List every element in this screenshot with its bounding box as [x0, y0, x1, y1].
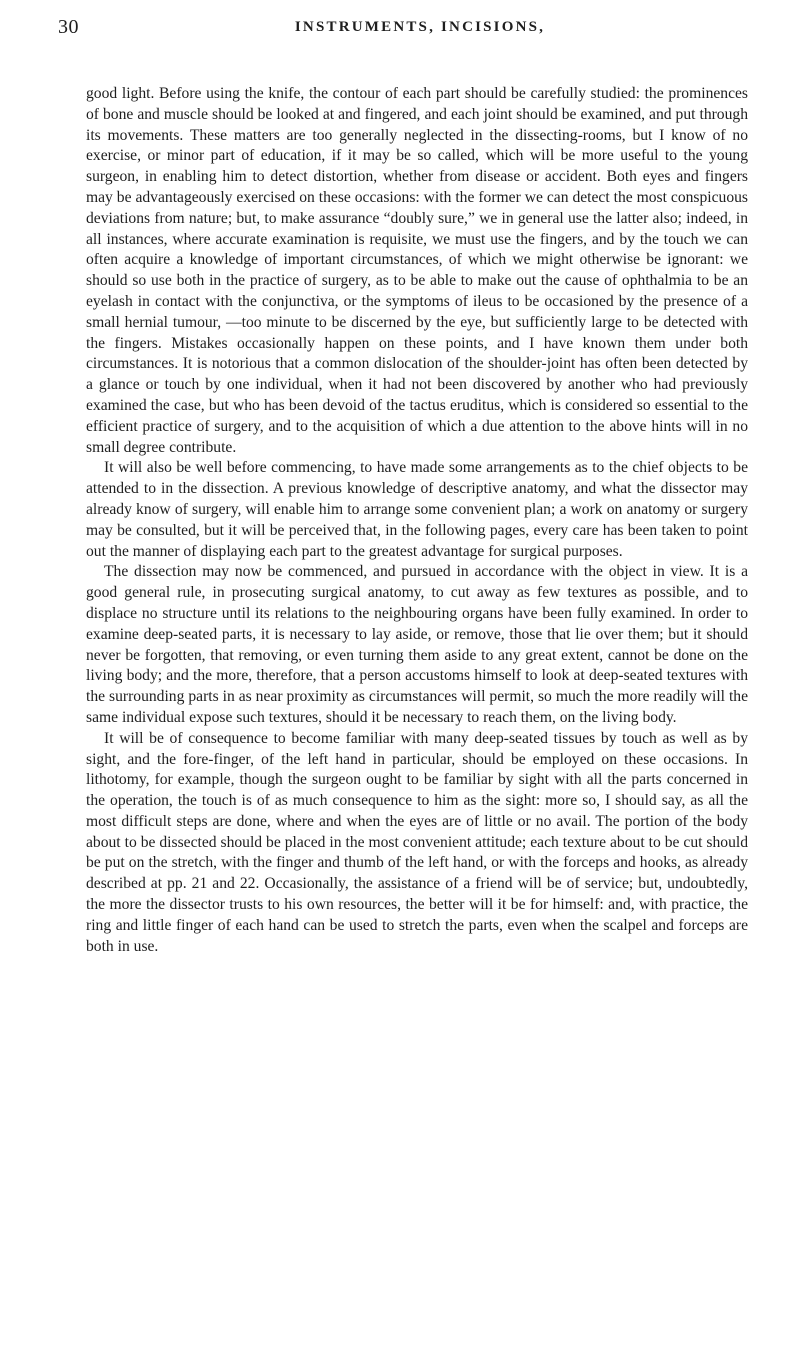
paragraph: The dissection may now be commenced, and pursued in accordance with the object in view. It is a good general rule, in prosecuting surgical anatomy, to cut away as few textures as possible, and to displace no structure until its relations to the neighbouring organs have been fully examined. In order to examine deep-seated parts, it is necessary to lay aside, or remove, those that lie over them; but it should never be forgotten, that removing, or even turning them aside to any great extent, cannot be done on the living body; and the more, therefore, that a person accustoms himself to look at deep-seated textures with the surrounding parts in as near proximity as circumstances will permit, so much the more readily will the same individual expose such textures, should it be necessary to reach them, on the living body. — [86, 563, 748, 726]
paragraph: It will also be well before commencing, to have made some arrangements as to the chief objects to be attended to in the dissection. A previous knowledge of descriptive anatomy, and what the dissector may already know of surgery, will enable him to arrange some convenient plan; a work on anatomy or surgery may be consulted, but it will be perceived that, in the following pages, every care has been taken to point out the manner of displaying each part to the greatest advantage for surgical purposes. — [86, 459, 748, 560]
running-head: INSTRUMENTS, INCISIONS, — [294, 19, 546, 35]
body-text — [86, 84, 748, 957]
paragraph: good light. Before using the knife, the contour of each part should be carefully studied: the prominences of bone and muscle should be looked at and fingered, and each joint should be examined, and put through its movements. These matters are too generally neglected in the dissecting-rooms, but I know of no exercise, or minor part of education, if it may be so called, which will be more useful to the young surgeon, in enabling him to detect distortion, whether from disease or accident. Both eyes and fingers may be advantageously exercised on these occasions: with the former we can detect the most conspicuous deviations from nature; but, to make assurance “doubly sure,” we in general use the latter also; indeed, in all instances, where accurate examination is requisite, we must use the fingers, and by the touch we can often acquire a knowledge of important circumstances, of which we might otherwise be ignorant: we should so use both in the practice of surgery, as to be able to make out the cause of ophthalmia to be an eyelash in contact with the conjunctiva, or the symptoms of ileus to be occasioned by the presence of a small hernial tumour, —too minute to be discerned by the eye, but sufficiently large to be detected with the fingers. Mistakes occasionally happen on these points, and I have known them under both circumstances. It is notorious that a common dislocation of the shoulder-joint has often been detected by a glance or touch by one individual, when it had not been discovered by another who had previously examined the case, but who has been devoid of the tactus eruditus, which is considered so essential to the efficient practice of surgery, and to the acquisition of which a due attention to the above hints will in no small degree contribute. — [86, 85, 748, 456]
page-number: 30 — [58, 16, 79, 38]
paragraph: It will be of consequence to become familiar with many deep-seated tissues by touch as well as by sight, and the fore-finger, of the left hand in particular, should be employed on these occasions. In lithotomy, for example, though the surgeon ought to be familiar by sight with all the parts concerned in the operation, the touch is of as much consequence to him as the sight: more so, I should say, as all the most difficult steps are done, where and when the eyes are of little or no avail. The portion of the body about to be dissected should be placed in the most convenient attitude; each texture about to be cut should be put on the stretch, with the finger and thumb of the left hand, or with the forceps and hooks, as already described at pp. 21 and 22. Occasionally, the assistance of a friend will be of service; but, undoubtedly, the more the dissector trusts to his own resources, the better will it be for himself: and, with practice, the ring and little finger of each hand can be used to stretch the parts, even when the scalpel and forceps are both in use. — [86, 729, 748, 955]
